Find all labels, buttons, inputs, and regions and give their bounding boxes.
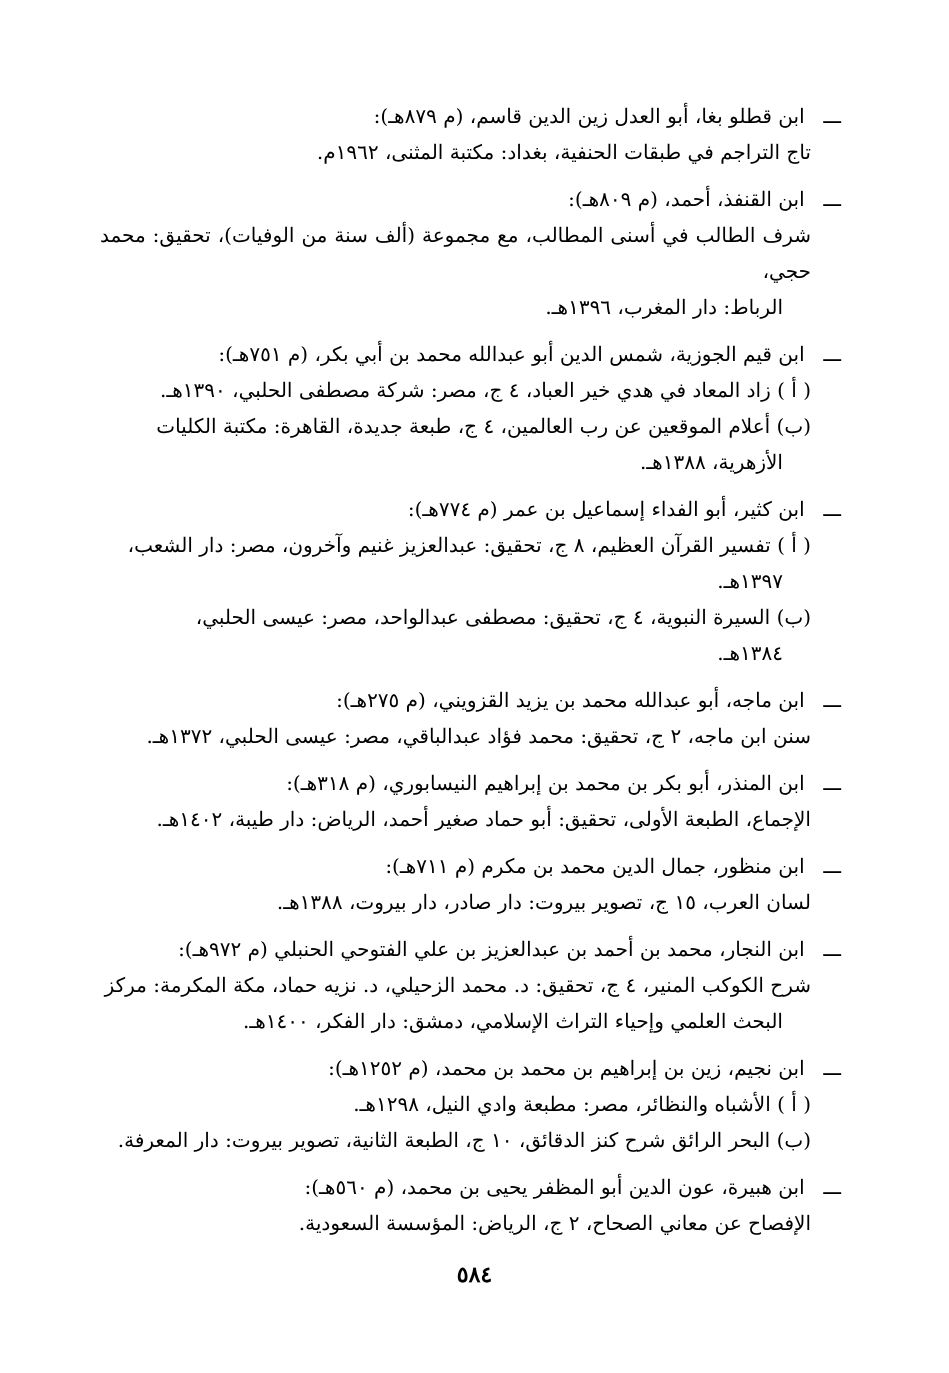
entry-heading (100, 848, 841, 884)
entry-line: البحث العلمي وإحياء التراث الإسلامي، دمشق: دار الفكر، ١٤٠٠هـ. (243, 1009, 783, 1033)
entry-line: ( أ ) تفسير القرآن العظيم، ٨ ج، تحقيق: عبدالعزيز غنيم وآخرون، مصر: دار الشعب، (127, 533, 811, 557)
entry-line: الإفصاح عن معاني الصحاح، ٢ ج، الرياض: المؤسسة السعودية. (298, 1211, 811, 1235)
entry-heading-text: ابن القنفذ، أحمد، (م ٨٠٩هـ): (568, 187, 805, 211)
entry-heading-text: ابن ماجه، أبو عبدالله محمد بن يزيد القزويني، (م ٢٧٥هـ): (336, 688, 805, 712)
dash-mark: ـــ (823, 688, 841, 712)
entry-line: الإجماع، الطبعة الأولى، تحقيق: أبو حماد صغير أحمد، الرياض: دار طيبة، ١٤٠٢هـ. (156, 807, 811, 831)
entry-line: لسان العرب، ١٥ ج، تصوير بيروت: دار صادر، دار بيروت، ١٣٨٨هـ. (276, 890, 811, 914)
entry-line: الرباط: دار المغرب، ١٣٩٦هـ. (545, 295, 783, 319)
entry-line: ( أ ) الأشباه والنظائر، مصر: مطبعة وادي النيل، ١٢٩٨هـ. (353, 1092, 811, 1116)
entry-heading-text: ابن قيم الجوزية، شمس الدين أبو عبدالله محمد بن أبي بكر، (م ٧٥١هـ): (218, 342, 805, 366)
dash-mark: ـــ (823, 342, 841, 366)
dash-mark: ـــ (823, 104, 841, 128)
entry-heading (100, 491, 841, 527)
entry-heading-text: ابن النجار، محمد بن أحمد بن عبدالعزيز بن علي الفتوحي الحنبلي (م ٩٧٢هـ): (178, 937, 805, 961)
entry-heading (100, 336, 841, 372)
entry-ibn-majah (100, 682, 841, 754)
entry-heading (100, 765, 841, 801)
entry-ibn-manzur (100, 848, 841, 920)
dash-mark: ـــ (823, 1175, 841, 1199)
entry-ibn-qutlubugha (100, 98, 841, 170)
entry-line: (ب) البحر الرائق شرح كنز الدقائق، ١٠ ج، الطبعة الثانية، تصوير بيروت: دار المعرفة. (117, 1128, 811, 1152)
page-number: ٥٨٤ (456, 1262, 493, 1288)
dash-mark: ـــ (823, 1056, 841, 1080)
entry-line: تاج التراجم في طبقات الحنفية، بغداد: مكتبة المثنى، ١٩٦٢م. (316, 140, 811, 164)
entry-ibn-qunfudh (100, 181, 841, 325)
entry-heading-text: ابن نجيم، زين بن إبراهيم بن محمد بن محمد، (م ١٢٥٢هـ): (328, 1056, 805, 1080)
entry-ibn-hubayra (100, 1169, 841, 1241)
dash-mark: ـــ (823, 187, 841, 211)
dash-mark: ـــ (823, 854, 841, 878)
entry-ibn-kathir (100, 491, 841, 671)
entry-line: سنن ابن ماجه، ٢ ج، تحقيق: محمد فؤاد عبدالباقي، مصر: عيسى الحلبي، ١٣٧٢هـ. (146, 724, 811, 748)
dash-mark: ـــ (823, 771, 841, 795)
entry-line: ١٣٨٤هـ. (717, 641, 783, 665)
entry-heading (100, 931, 841, 967)
dash-mark: ـــ (823, 937, 841, 961)
entry-line: شرف الطالب في أسنى المطالب، مع مجموعة (ألف سنة من الوفيات)، تحقيق: محمد حجي، (100, 223, 811, 283)
entry-heading (100, 1050, 841, 1086)
entry-line: شرح الكوكب المنير، ٤ ج، تحقيق: د. محمد الزحيلي، د. نزيه حماد، مكة المكرمة: مركز (104, 973, 811, 997)
dash-mark: ـــ (823, 497, 841, 521)
entry-line: (ب) السيرة النبوية، ٤ ج، تحقيق: مصطفى عبدالواحد، مصر: عيسى الحلبي، (195, 605, 811, 629)
entry-line: ١٣٩٧هـ. (717, 569, 783, 593)
entry-ibn-nujaym (100, 1050, 841, 1158)
entry-line: ( أ ) زاد المعاد في هدي خير العباد، ٤ ج، مصر: شركة مصطفى الحلبي، ١٣٩٠هـ. (160, 378, 811, 402)
bibliography-list (100, 98, 841, 1252)
entry-line: (ب) أعلام الموقعين عن رب العالمين، ٤ ج، طبعة جديدة، القاهرة: مكتبة الكليات (156, 414, 811, 438)
entry-heading-text: ابن المنذر، أبو بكر بن محمد بن إبراهيم النيسابوري، (م ٣١٨هـ): (286, 771, 805, 795)
entry-heading-text: ابن هبيرة، عون الدين أبو المظفر يحيى بن محمد، (م ٥٦٠هـ): (304, 1175, 805, 1199)
entry-ibn-qayyim (100, 336, 841, 480)
entry-line: الأزهرية، ١٣٨٨هـ. (639, 450, 783, 474)
entry-heading-text: ابن كثير، أبو الفداء إسماعيل بن عمر (م ٧٧٤هـ): (407, 497, 805, 521)
entry-heading-text: ابن قطلو بغا، أبو العدل زين الدين قاسم، (م ٨٧٩هـ): (373, 104, 805, 128)
entry-ibn-al-najjar (100, 931, 841, 1039)
entry-heading-text: ابن منظور، جمال الدين محمد بن مكرم (م ٧١١هـ): (385, 854, 805, 878)
entry-heading (100, 98, 841, 134)
entry-heading (100, 682, 841, 718)
entry-heading (100, 1169, 841, 1205)
entry-heading (100, 181, 841, 217)
entry-ibn-al-mundhir (100, 765, 841, 837)
